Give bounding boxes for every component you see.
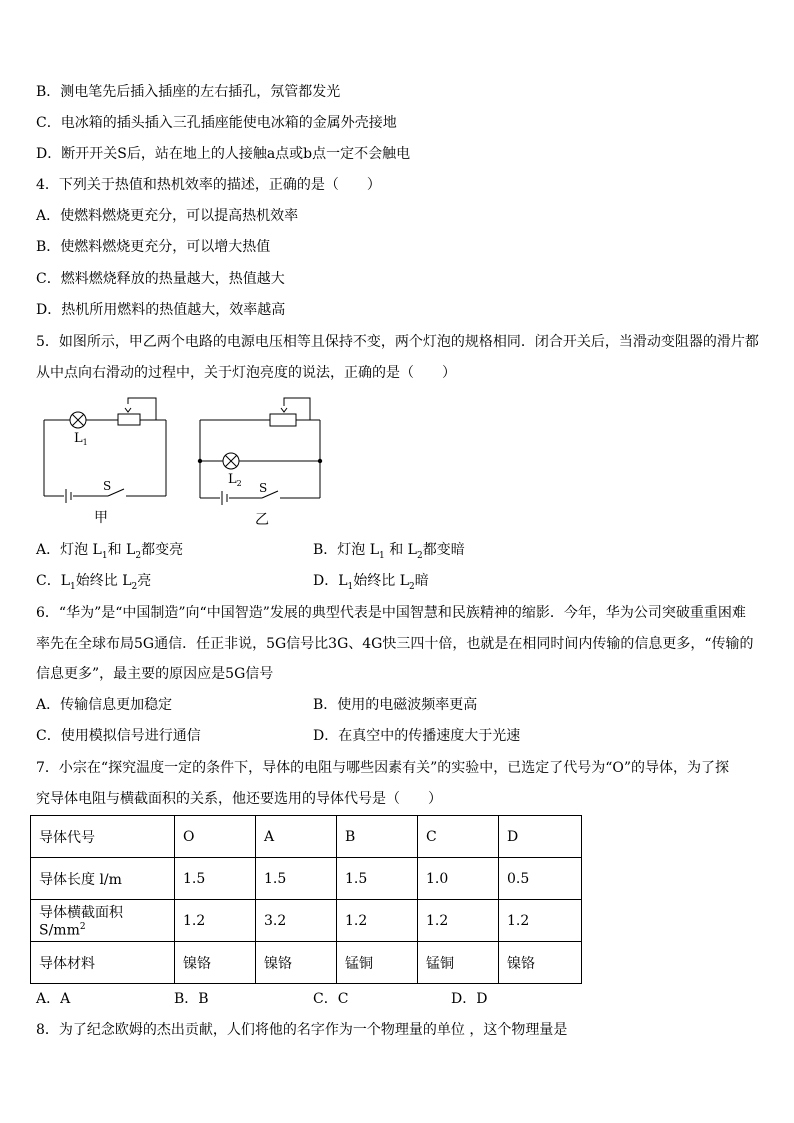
q4-option-d: D．热机所用燃料的热值越大，效率越高: [36, 302, 286, 318]
q5-option-a: A．灯泡 $L_1$和 $L_2$都变亮: [36, 542, 184, 561]
q7-option-c: C．C: [313, 991, 349, 1007]
q3-option-b: B．测电笔先后插入插座的左右插孔，氖管都发光: [36, 84, 341, 100]
table-row: 导体代号 O A B C D: [31, 816, 582, 858]
table-row: 导体横截面积 $S/mm^2$ 1.2 3.2 1.2 1.2 1.2: [31, 900, 582, 942]
q8-stem: 8．为了纪念欧姆的杰出贡献，人们将他的名字作为一个物理量的单位 ，这个物理量是: [36, 1022, 568, 1038]
q5-option-c: C．$L_1$始终比 $L_2$亮: [36, 573, 152, 592]
circuit-a-caption: 甲: [94, 510, 108, 526]
q5-stem-line2: 从中点向右滑动的过程中，关于灯泡亮度的说法，正确的是（ ）: [36, 365, 456, 381]
q7-stem-line1: 7．小宗在“探究温度一定的条件下，导体的电阻与哪些因素有关”的实验中，已选定了代号为“O”的导体，为了探: [36, 760, 730, 776]
q4-option-a: A．使燃料燃烧更充分，可以提高热机效率: [36, 208, 299, 224]
q4-option-c: C．燃料燃烧释放的热量越大，热值越大: [36, 271, 285, 287]
table-row: 导体材料 镍铬 镍铬 锰铜 锰铜 镍铬: [31, 942, 582, 984]
q6-option-b: B．使用的电磁波频率更高: [313, 697, 478, 713]
q3-option-c: C．电冰箱的插头插入三孔插座能使电冰箱的金属外壳接地: [36, 115, 397, 131]
q6-stem-line2: 率先在全球布局5G通信．任正非说，5G信号比3G、4G快三四十倍，也就是在相同时间内传输的信息更多，“传输的: [36, 636, 754, 652]
q7-option-b: B．B: [174, 991, 209, 1007]
circuit-a-lamp-label: $L_1$: [74, 431, 88, 447]
circuit-b-lamp-label: $L_2$: [228, 472, 242, 488]
q5-option-b: B．灯泡 $L_1$ 和 $L_2$都变暗: [313, 542, 465, 561]
q6-stem-line1: 6．“华为”是“中国制造”向“中国智造”发展的典型代表是中国智慧和民族精神的缩影．今年，华为公司突破重重困难: [36, 605, 746, 621]
circuit-b-caption: 乙: [255, 512, 269, 528]
q6-stem-line3: 信息更多”，最主要的原因应是5G信号: [36, 666, 274, 682]
q7-option-d: D．D: [451, 991, 488, 1007]
q5-stem-line1: 5．如图所示，甲乙两个电路的电源电压相等且保持不变，两个灯泡的规格相同．闭合开关后，当滑动变阻器的滑片都: [36, 334, 759, 350]
q7-stem-line2: 究导体电阻与横截面积的关系，他还要选用的导体代号是（ ）: [36, 791, 442, 807]
q6-option-c: C．使用模拟信号进行通信: [36, 728, 201, 744]
circuit-b-switch-label: S: [259, 481, 268, 495]
q6-option-a: A．传输信息更加稳定: [36, 697, 173, 713]
q7-option-a: A．A: [36, 991, 71, 1007]
q6-option-d: D．在真空中的传播速度大于光速: [313, 728, 521, 744]
q5-option-d: D．$L_1$始终比 $L_2$暗: [313, 573, 429, 592]
q5-circuit-figure: [30, 390, 340, 530]
q4-option-b: B．使燃料燃烧更充分，可以增大热值: [36, 239, 271, 255]
circuit-a-switch-label: S: [103, 479, 112, 493]
q4-stem: 4．下列关于热值和热机效率的描述，正确的是（ ）: [36, 177, 381, 193]
conductor-table: [30, 815, 582, 984]
table-row: 导体长度 l/m 1.5 1.5 1.5 1.0 0.5: [31, 858, 582, 900]
q3-option-d: D．断开开关S后，站在地上的人接触a点或b点一定不会触电: [36, 146, 411, 162]
